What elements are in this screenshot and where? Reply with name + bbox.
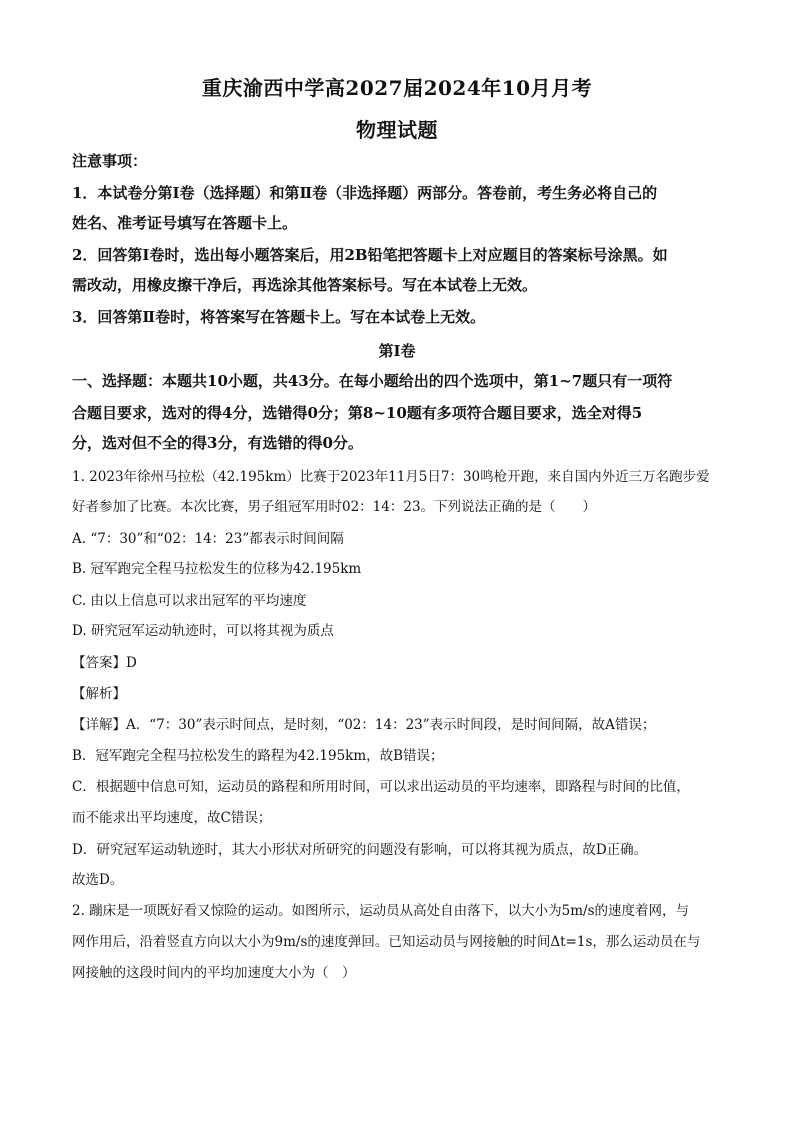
option-d: D. 研究冠军运动轨迹时，可以将其视为质点 bbox=[72, 623, 334, 639]
analysis-line: D．研究冠军运动轨迹时，其大小形状对所研究的问题没有影响，可以将其视为质点，故D正确。 bbox=[72, 842, 648, 858]
notice-line: 3．回答第Ⅱ卷时，将答案写在答题卡上。写在本试卷上无效。 bbox=[72, 308, 486, 326]
question-stem-line: 网接触的这段时间内的平均加速度大小为（ ） bbox=[72, 965, 356, 981]
notice-heading: 注意事项： bbox=[72, 152, 148, 170]
section-label: 第Ⅰ卷 bbox=[378, 342, 416, 360]
analysis-line: B．冠军跑完全程马拉松发生的路程为42.195km，故B错误； bbox=[72, 748, 444, 764]
question-stem-line: 好者参加了比赛。本次比赛，男子组冠军用时02：14：23。下列说法正确的是（ ） bbox=[72, 499, 597, 515]
exam-title: 重庆渝西中学高2027届2024年10月月考 bbox=[201, 76, 593, 100]
analysis-line: 而不能求出平均速度，故C错误； bbox=[72, 810, 272, 826]
analysis-line: C．根据题中信息可知，运动员的路程和所用时间，可以求出运动员的平均速率，即路程与时间的比值， bbox=[72, 779, 690, 795]
option-a: A. “7：30”和“02：14：23”都表示时间间隔 bbox=[72, 531, 344, 547]
analysis-line: 故选D。 bbox=[72, 872, 124, 888]
notice-line: 姓名、准考证号填写在答题卡上。 bbox=[72, 214, 298, 232]
analysis-label: 【解析】 bbox=[72, 686, 126, 702]
option-b: B. 冠军跑完全程马拉松发生的位移为42.195km bbox=[72, 561, 362, 577]
analysis-line: 【详解】A．“7：30”表示时间点，是时刻，“02：14：23”表示时间段，是时间间隔，故A错误； bbox=[72, 717, 656, 733]
notice-line: 需改动，用橡皮擦干净后，再选涂其他答案标号。写在本试卷上无效。 bbox=[72, 276, 538, 294]
question-stem-line: 1. 2023年徐州马拉松（42.195km）比赛于2023年11月5日7：30鸣枪开跑，来自国内外近三万名跑步爱 bbox=[72, 469, 710, 485]
notice-line: 1．本试卷分第Ⅰ卷（选择题）和第Ⅱ卷（非选择题）两部分。答卷前，考生务必将自己的 bbox=[72, 184, 658, 202]
question-stem-line: 网作用后，沿着竖直方向以大小为9m/s的速度弹回。已知运动员与网接触的时间Δt=1s，那么运动员在与 bbox=[72, 934, 701, 950]
section-intro-line: 合题目要求，选对的得4分，选错得0分；第8~10题有多项符合题目要求，选全对得5 bbox=[72, 404, 643, 422]
option-c: C. 由以上信息可以求出冠军的平均速度 bbox=[72, 593, 307, 609]
question-stem-line: 2. 蹦床是一项既好看又惊险的运动。如图所示，运动员从高处自由落下，以大小为5m/s的速度着网，与 bbox=[72, 903, 690, 919]
notice-line: 2．回答第Ⅰ卷时，选出每小题答案后，用2B铅笔把答题卡上对应题目的答案标号涂黑。如 bbox=[72, 246, 668, 264]
section-intro-line: 分，选对但不全的得3分，有选错的得0分。 bbox=[72, 434, 363, 452]
answer-label: 【答案】D bbox=[72, 655, 137, 671]
exam-subject: 物理试题 bbox=[356, 118, 438, 142]
section-intro-line: 一、选择题：本题共10小题，共43分。在每小题给出的四个选项中，第1~7题只有一项符 bbox=[72, 372, 673, 390]
